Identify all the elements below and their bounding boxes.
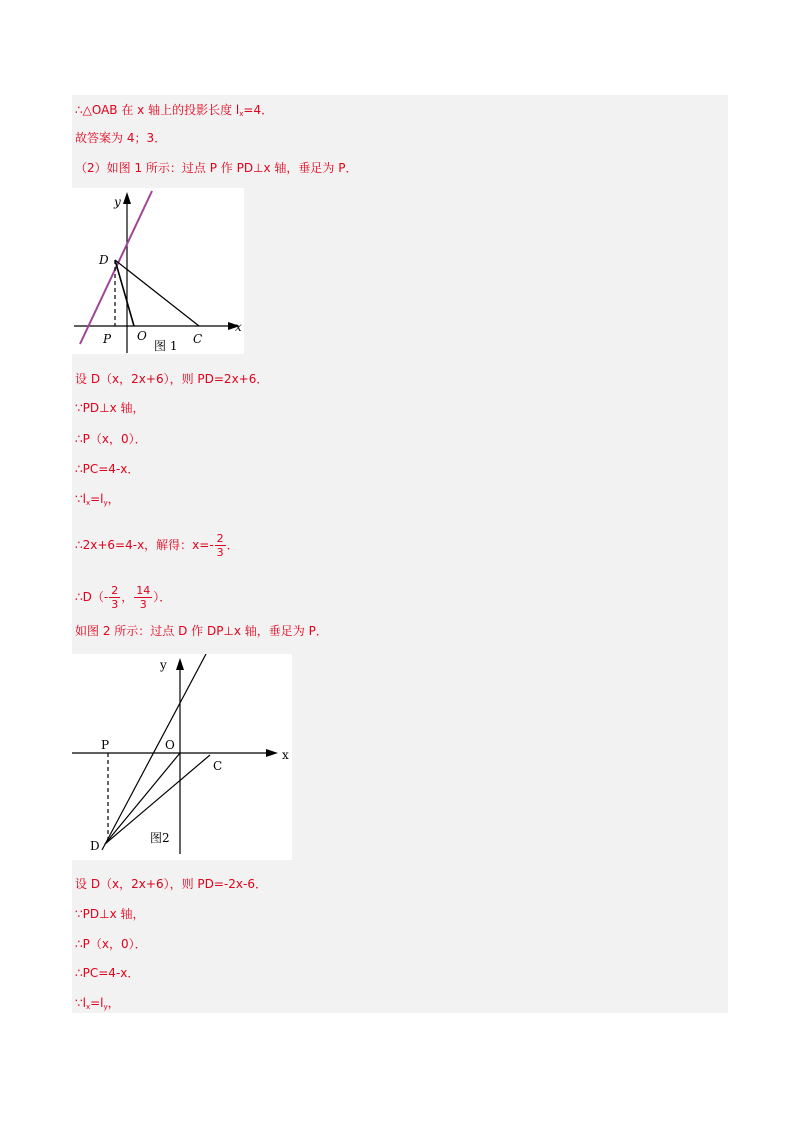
label-x: x xyxy=(282,748,289,762)
label-c: C xyxy=(213,759,223,773)
label-p: P xyxy=(101,738,110,752)
segment-do xyxy=(115,260,134,326)
figure-2 xyxy=(72,654,292,860)
label-d: D xyxy=(99,253,109,267)
label-d: D xyxy=(90,839,100,853)
y-axis-arrow xyxy=(176,658,184,670)
text-line-3: （2）如图 1 所示：过点 P 作 PD⊥x 轴，垂足为 P． xyxy=(75,161,358,175)
figure-2-caption: 图2 xyxy=(150,831,170,845)
line-y-2x-6 xyxy=(80,191,152,344)
label-x: x xyxy=(235,320,242,334)
text-line-2: 故答案为 4；3． xyxy=(75,131,167,145)
text-line-5: ∵PD⊥x 轴， xyxy=(75,401,145,415)
line-y-2x-6 xyxy=(102,654,206,850)
figure-1 xyxy=(72,188,244,354)
fraction-14-3: $\frac{14}{3}$ xyxy=(136,584,151,611)
text-line-13: ∵PD⊥x 轴， xyxy=(75,907,145,921)
text-line-7: ∴PC=4-x． xyxy=(75,462,140,476)
label-p: P xyxy=(103,332,112,346)
text-line-11: 如图 2 所示：过点 D 作 DP⊥x 轴，垂足为 P． xyxy=(75,624,328,638)
fraction-neg-2-3: $\frac{2}{3}$ xyxy=(111,584,119,611)
label-c: C xyxy=(193,332,203,346)
text-line-6: ∴P（x，0）． xyxy=(75,432,147,446)
label-o: O xyxy=(165,738,175,752)
text-line-4: 设 D（x，2x+6），则 PD=2x+6． xyxy=(75,372,269,386)
text-line-9: ∴2x+6=4-x，解得：x=- $\frac{2}{3}$ ． xyxy=(75,532,239,559)
fraction-2-3: $\frac{2}{3}$ xyxy=(216,532,224,559)
text-line-10: ∴D（- $\frac{2}{3}$ ， $\frac{14}{3}$ ）． xyxy=(75,584,172,611)
text-line-15: ∴PC=4-x． xyxy=(75,966,140,980)
y-axis-arrow xyxy=(123,192,131,204)
label-o: O xyxy=(137,329,147,343)
x-axis-arrow xyxy=(266,749,278,757)
text-line-1: ∴△OAB 在 x 轴上的投影长度 $l_x=4$． xyxy=(75,103,274,118)
text-line-14: ∴P（x，0）． xyxy=(75,937,147,951)
figure-1-caption: 图 1 xyxy=(154,339,178,353)
text-line-12: 设 D（x，2x+6），则 PD=-2x-6． xyxy=(75,877,267,891)
label-y: y xyxy=(114,195,121,209)
text-line-8: $\because l_x=l_y$， xyxy=(75,492,120,507)
text-line-16: $\because l_x=l_y$， xyxy=(75,996,120,1011)
label-y: y xyxy=(160,658,167,672)
